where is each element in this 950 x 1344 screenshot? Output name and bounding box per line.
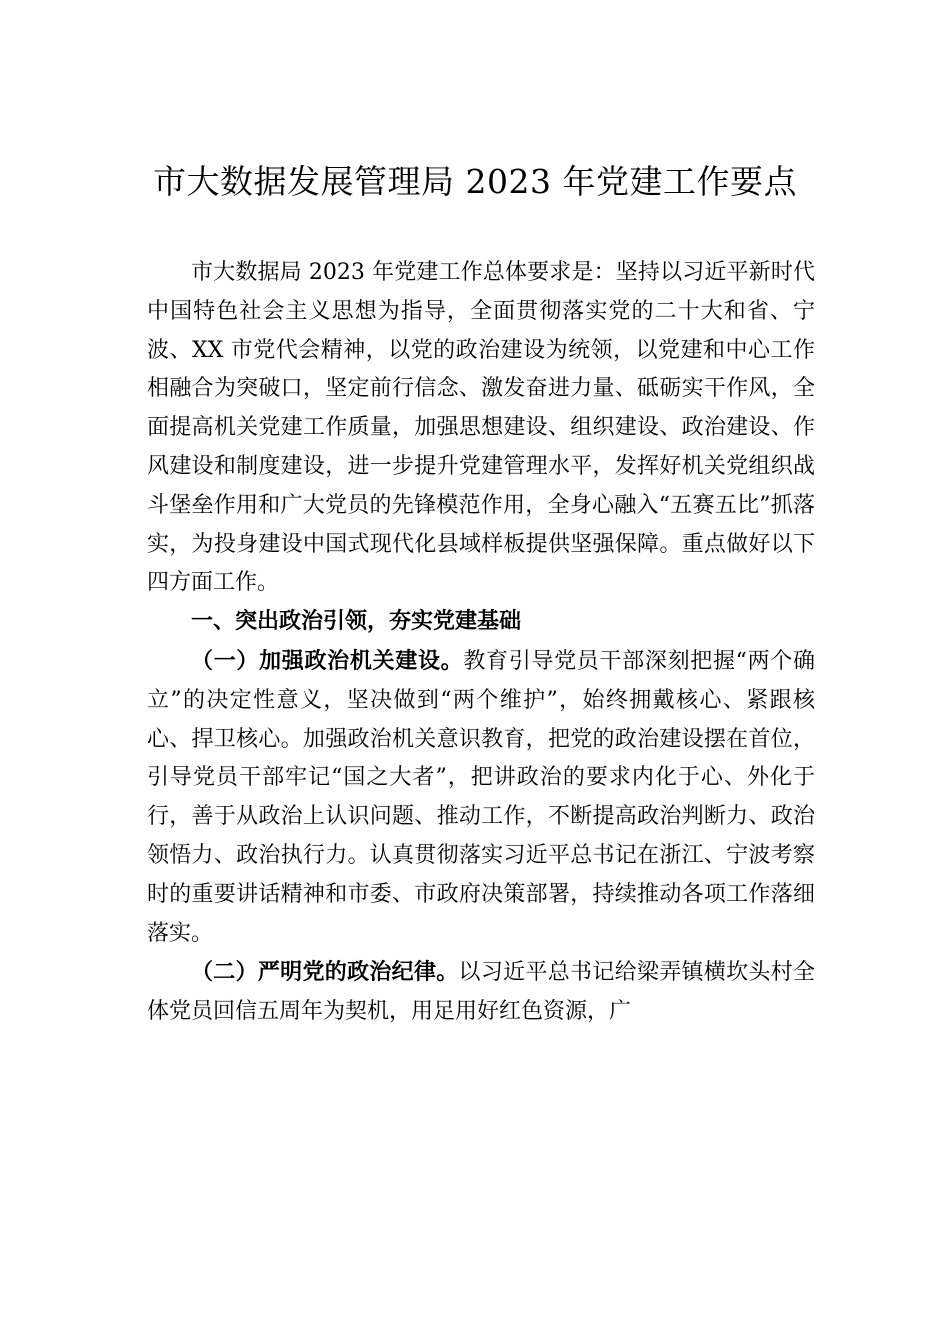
item-1-text: 教育引导党员干部深刻把握“两个确立”的决定性意义，坚决做到“两个维护”，始终拥戴核心、紧跟核心、捍卫核心。加强政治机关意识教育，把党的政治建设摆在首位，引导党员干部牢记“国之大者”，把讲政治的要求内化于心、外化于行，善于从政治上认识问题、推动工作，不断提高政治判断力、政治领悟力、政治执行力。认真贯彻落实习近平总书记在浙江、宁波考察时的重要讲话精神和市委、市政府决策部署，持续推动各项工作落细落实。	[147, 648, 815, 946]
item-2-text: 以习近平总书记给梁弄镇横坎头村全体党员回信五周年为契机，用足用好红色资源，广	[147, 960, 815, 1025]
section-1-item-1	[147, 642, 815, 953]
item-2-lead: （二）严明党的政治纪律。	[191, 959, 459, 986]
document-title: 市大数据发展管理局 2023 年党建工作要点	[153, 162, 797, 201]
item-1-lead: （一）加强政治机关建设。	[191, 647, 464, 674]
intro-paragraph: 市大数据局 2023 年党建工作总体要求是：坚持以习近平新时代中国特色社会主义思想为指导，全面贯彻落实党的二十大和省、宁波、XX 市党代会精神，以党的政治建设为统领，以党建和中心工作相融合为突破口，坚定前行信念、激发奋进力量、砥砺实干作风，全面提高机关党建工作质量，加强思想建设、组织建设、政治建设、作风建设和制度建设，进一步提升党建管理水平，发挥好机关党组织战斗堡垒作用和广大党员的先锋模范作用，全身心融入“五赛五比”抓落实，为投身建设中国式现代化县域样板提供坚强保障。重点做好以下四方面工作。	[147, 260, 815, 596]
section-1-heading: 一、突出政治引领，夯实党建基础	[191, 609, 522, 635]
document-body	[147, 254, 815, 1032]
section-1-item-2	[147, 953, 815, 1032]
